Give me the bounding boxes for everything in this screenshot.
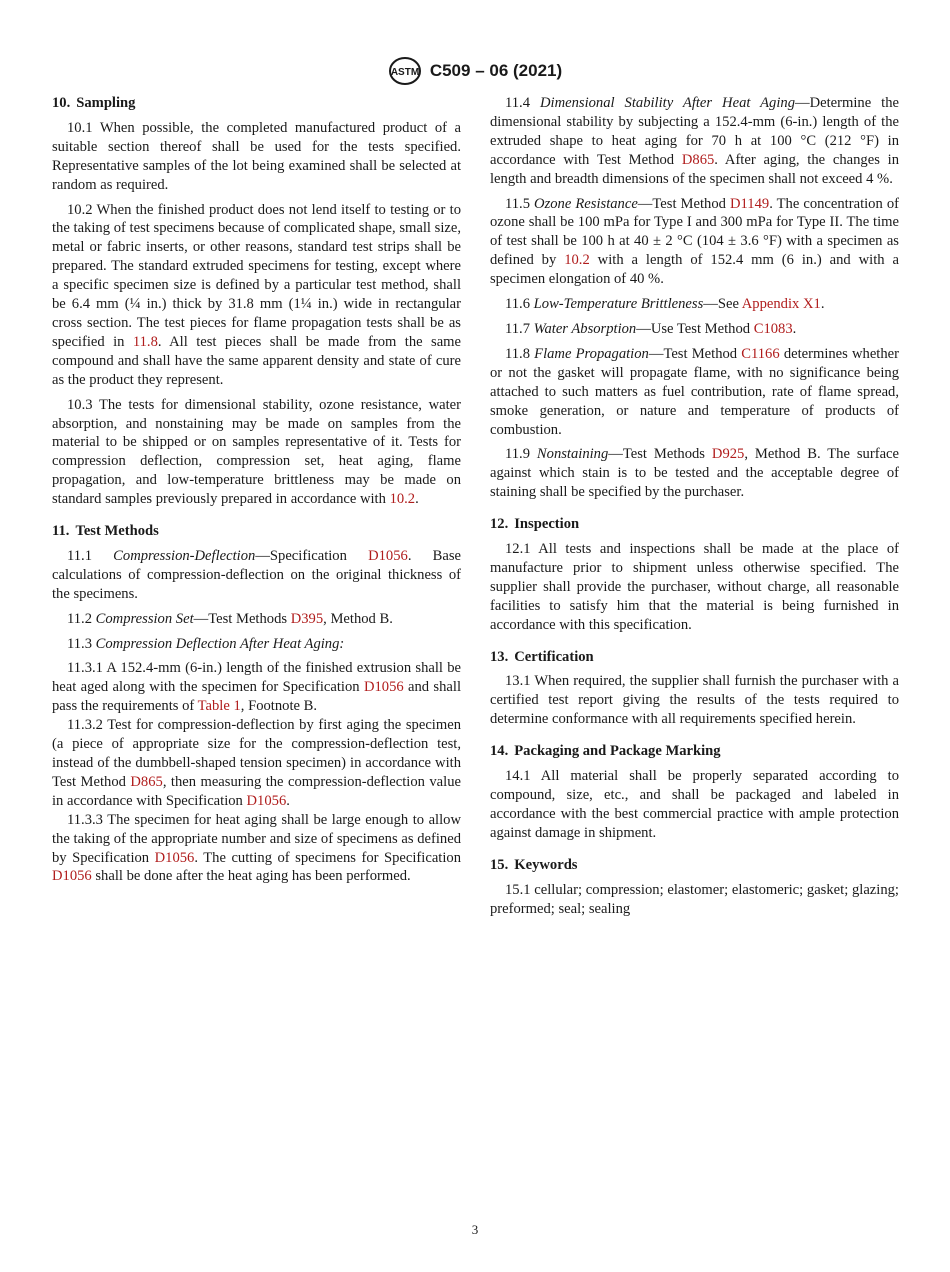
page-number: 3 (471, 1222, 479, 1237)
astm-logo-icon (388, 56, 422, 86)
paragraph-11-6: 11.6 Low-Temperature Brittleness—See Appendix X1. (505, 296, 825, 313)
left-column (52, 94, 461, 886)
ref-d925[interactable]: D925 (711, 446, 745, 463)
paragraph-11-3-3: 11.3.3 The specimen for heat aging shall be large enough to allow the taking of the appropriate number and size of specimens as defined by Specification D1056. The cutting of specimens for Specification D1056 shall be done after the heat aging has been performed. (52, 811, 461, 885)
paragraph-11-3-2: 11.3.2 Test for compression-deflection by first aging the specimen (a piece of appropriate size for the compression-deflection test, instead of the dumbbell-shaped tension specimen) in accordance with Test Method D865, then measuring the compression-deflection value in accordance with Specification D1056. (52, 717, 461, 809)
ref-d865[interactable]: D865 (681, 151, 715, 168)
section-11-heading: 11. Test Methods (52, 523, 159, 540)
right-column (490, 94, 899, 918)
ref-10-2[interactable]: 10.2 (389, 491, 416, 508)
section-14-heading: 14. Packaging and Package Marking (490, 743, 721, 760)
paragraph-11-3-1: 11.3.1 A 152.4-mm (6-in.) length of the finished extrusion shall be heat aged along with the specimen for Specification D1056 and shall pass the requirements of Table 1, Footnote B. (52, 660, 461, 715)
ref-d1056[interactable]: D1056 (52, 868, 92, 885)
ref-c1166[interactable]: C1166 (741, 345, 780, 362)
paragraph-10-3: 10.3 The tests for dimensional stability, ozone resistance, water absorption, and nonstaining may be made on samples from the material to be shipped or on samples representative of it. Tests for compression deflection, compression set, heat aging, flame propagation, and low-temperature brittleness may be made on standard samples previously prepared in accordance with 10.2. (52, 396, 461, 508)
ref-10-2[interactable]: 10.2 (564, 252, 590, 269)
section-12-heading: 12. Inspection (490, 516, 580, 533)
ref-table-1[interactable]: Table 1 (197, 698, 241, 715)
paragraph-11-7: 11.7 Water Absorption—Use Test Method C1083. (505, 320, 797, 337)
section-15-heading: 15. Keywords (490, 856, 578, 873)
paragraph-12-1: 12.1 All tests and inspections shall be made at the place of manufacture prior to shipment unless otherwise specified. The supplier shall provide the purchaser, without charge, all reasonable facilities to satisfy him that the material is being furnished in accordance with this specification. (490, 541, 899, 633)
paragraph-11-9: 11.9 Nonstaining—Test Methods D925, Method B. The surface against which stain is to be tested and the acceptable degree of staining shall be specified by the purchaser. (490, 446, 900, 501)
ref-d1056[interactable]: D1056 (246, 792, 287, 809)
paragraph-13-1: 13.1 When required, the supplier shall furnish the purchaser with a certified test report giving the results of the tests required to determine conformance with all requirements specified herein. (490, 673, 899, 728)
ref-d1056[interactable]: D1056 (368, 547, 408, 564)
paragraph-11-8: 11.8 Flame Propagation—Test Method C1166 determines whether or not the gasket will propagate flame, with no significance being attached to such matters as fuel contribution, rate of flame spread, smoke generation, or nature and temperature of products of combustion. (490, 345, 899, 438)
page-header (0, 56, 950, 86)
ref-d395[interactable]: D395 (290, 610, 324, 627)
paragraph-11-4: 11.4 Dimensional Stability After Heat Aging—Determine the dimensional stability by subjecting a 152.4-mm (6-in.) length of the extruded shape to heat aging for 70 h at 100 °C (212 °F) in accordance with Test Method D865. After aging, the changes in length and breadth dimensions of the specimen shall not exceed 4 %. (490, 95, 899, 187)
paragraph-11-1: 11.1 Compression-Deflection—Specification D1056. Base calculations of compression-deflection on the original thickness of the specimens. (52, 547, 461, 602)
paragraph-14-1: 14.1 All material shall be properly separated according to compound, size, etc., and shall be packaged and labeled in accordance with the best commercial practice with ample protection against damage in shipment. (490, 768, 899, 841)
ref-d1149[interactable]: D1149 (730, 195, 770, 212)
document-designation: C509 – 06 (2021) (429, 60, 563, 80)
ref-c1083[interactable]: C1083 (753, 320, 793, 337)
ref-appendix-x1[interactable]: Appendix X1 (741, 296, 821, 313)
paragraph-11-2: 11.2 Compression Set—Test Methods D395, Method B. (67, 610, 393, 627)
ref-11-8[interactable]: 11.8 (132, 333, 158, 350)
section-13-heading: 13. Certification (490, 648, 594, 665)
paragraph-15-1: 15.1 cellular; compression; elastomer; elastomeric; gasket; glazing; preformed; seal; sealing (490, 881, 899, 917)
ref-d1056[interactable]: D1056 (154, 849, 195, 866)
paragraph-11-5: 11.5 Ozone Resistance—Test Method D1149. The concentration of ozone shall be 100 mPa for Type I and 300 mPa for Type II. The time of test shall be 100 h at 40 ± 2 °C (104 ± 3.6 °F) with a specimen as defined by 10.2 with a length of 152.4 mm (6 in.) and with a specimen elongation of 40 %. (490, 195, 899, 288)
paragraph-10-2: 10.2 When the finished product does not lend itself to testing or to the taking of test specimens because of complicated shape, small size, metal or fabric inserts, or other reasons, standard test strips shall be prepared. The standard extruded specimens for testing, except where a specific specimen size is defined by a particular test method, shall be 6.4 mm (¼ in.) thick by 31.8 mm (1¼ in.) wide in rectangular cross section. The test pieces for flame propagation tests shall be as specified in 11.8. All test pieces shall be made from the same compound and shall have the same apparent density and state of cure as the product they represent. (52, 201, 461, 388)
ref-d865[interactable]: D865 (130, 773, 163, 790)
section-10-heading: 10. Sampling (52, 95, 136, 111)
ref-d1056[interactable]: D1056 (363, 679, 404, 696)
paragraph-10-1: 10.1 When possible, the completed manufactured product of a suitable section thereof shall be used for the tests specified. Representative samples of the lot being examined shall be selected at random as required. (52, 119, 461, 193)
paragraph-11-3: 11.3 Compression Deflection After Heat Aging: (67, 635, 345, 652)
svg-text:ASTM: ASTM (390, 67, 419, 78)
